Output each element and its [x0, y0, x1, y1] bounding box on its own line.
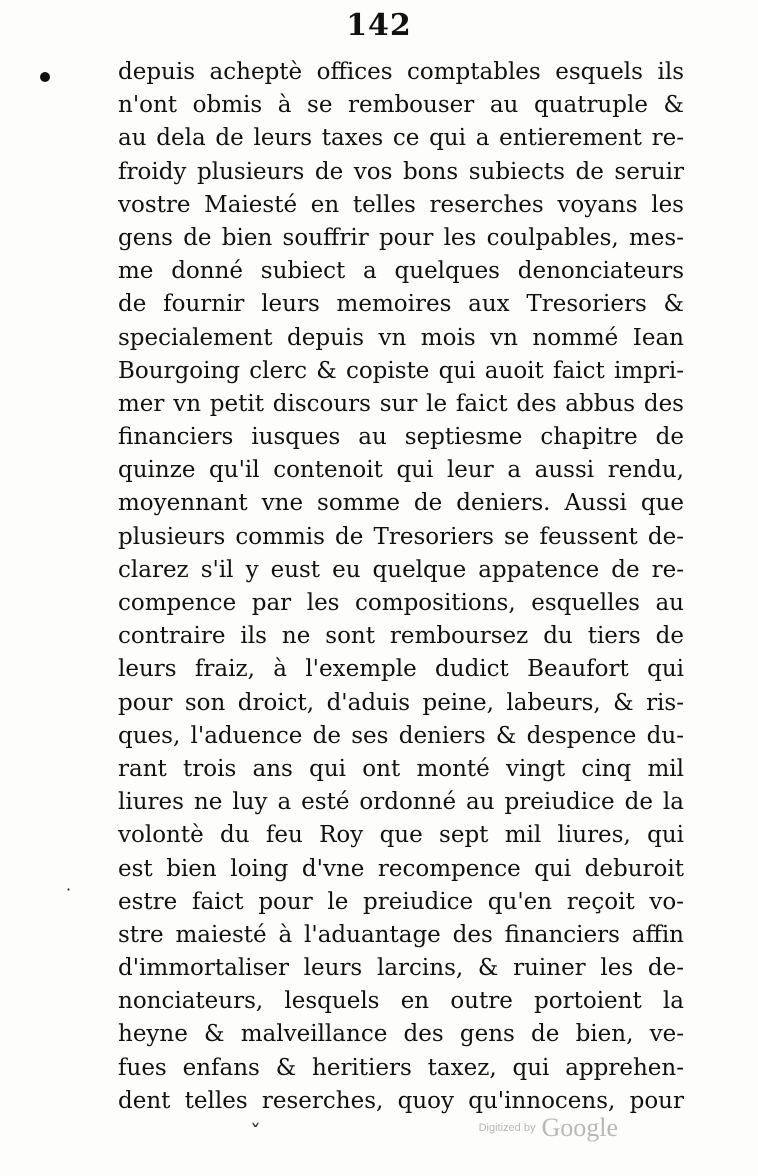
ink-dot-mark [40, 72, 50, 82]
text-line: au dela de leurs taxes ce qui a entierement re- [118, 125, 684, 152]
text-line: froidy plusieurs de vos bons subiects de seruir [118, 158, 684, 185]
text-line: liures ne luy a esté ordonné au preiudice de la [118, 789, 684, 816]
text-line: contraire ils ne sont remboursez du tiers de [118, 623, 684, 650]
text-line: fues enfans & heritiers taxez, qui apprehen- [118, 1054, 684, 1081]
text-line: leurs fraiz, à l'exemple dudict Beaufort qui [118, 656, 684, 683]
text-line: plusieurs commis de Tresoriers se feussent de- [118, 523, 684, 550]
body-text [118, 56, 684, 1118]
text-line: nonciateurs, lesquels en outre portoient la [118, 988, 684, 1015]
digitized-watermark [479, 1113, 618, 1143]
text-line: est bien loing d'vne recompence qui deburoit [118, 855, 684, 882]
text-line: depuis acheptè offices comptables esquels ils [118, 59, 684, 85]
text-line: vostre Maiesté en telles reserches voyans les [118, 191, 684, 218]
text-line: n'ont obmis à se rembouser au quatruple & [118, 92, 684, 119]
text-line: stre maiesté à l'aduantage des financiers affin [118, 921, 684, 948]
text-line: financiers iusques au septiesme chapitre de [118, 424, 684, 451]
text-line: moyennant vne somme de deniers. Aussi que [118, 490, 684, 517]
text-line: d'immortaliser leurs larcins, & ruiner les de- [118, 955, 684, 982]
text-line: clarez s'il y eust eu quelque appatence de re- [118, 556, 684, 583]
ink-speck-mark: · [66, 880, 72, 899]
text-line: estre faict pour le preiudice qu'en reçoit vo- [118, 888, 684, 915]
text-line: compence par les compositions, esquelles au [118, 590, 684, 616]
text-line: de fournir leurs memoires aux Tresoriers & [118, 291, 684, 318]
watermark-prefix: Digitized by [478, 1122, 536, 1134]
text-line: ques, l'aduence de ses deniers & despence du- [118, 722, 684, 749]
text-line: heyne & malveillance des gens de bien, ve- [118, 1021, 684, 1048]
page-number: 142 [346, 8, 412, 43]
text-line: Bourgoing clerc & copiste qui auoit faict impri- [118, 357, 684, 384]
text-line: rant trois ans qui ont monté vingt cinq mil [118, 755, 684, 782]
text-line: dent telles reserches, quoy qu'innocens, pour [118, 1087, 684, 1114]
text-line: pour son droict, d'aduis peine, labeurs, & ris- [118, 689, 684, 716]
text-line: specialement depuis vn mois vn nommé Iean [118, 324, 684, 351]
text-line: quinze qu'il contenoit qui leur a aussi rendu, [118, 457, 684, 484]
text-line: me donné subiect a quelques denonciateurs [118, 258, 684, 285]
google-logo: Google [541, 1113, 618, 1142]
text-line: gens de bien souffrir pour les coulpables, mes- [118, 224, 684, 251]
ink-stroke-mark: ˇ [250, 1122, 261, 1147]
text-line: volontè du feu Roy que sept mil liures, qui [118, 822, 684, 849]
text-line: mer vn petit discours sur le faict des abbus des [118, 390, 684, 417]
